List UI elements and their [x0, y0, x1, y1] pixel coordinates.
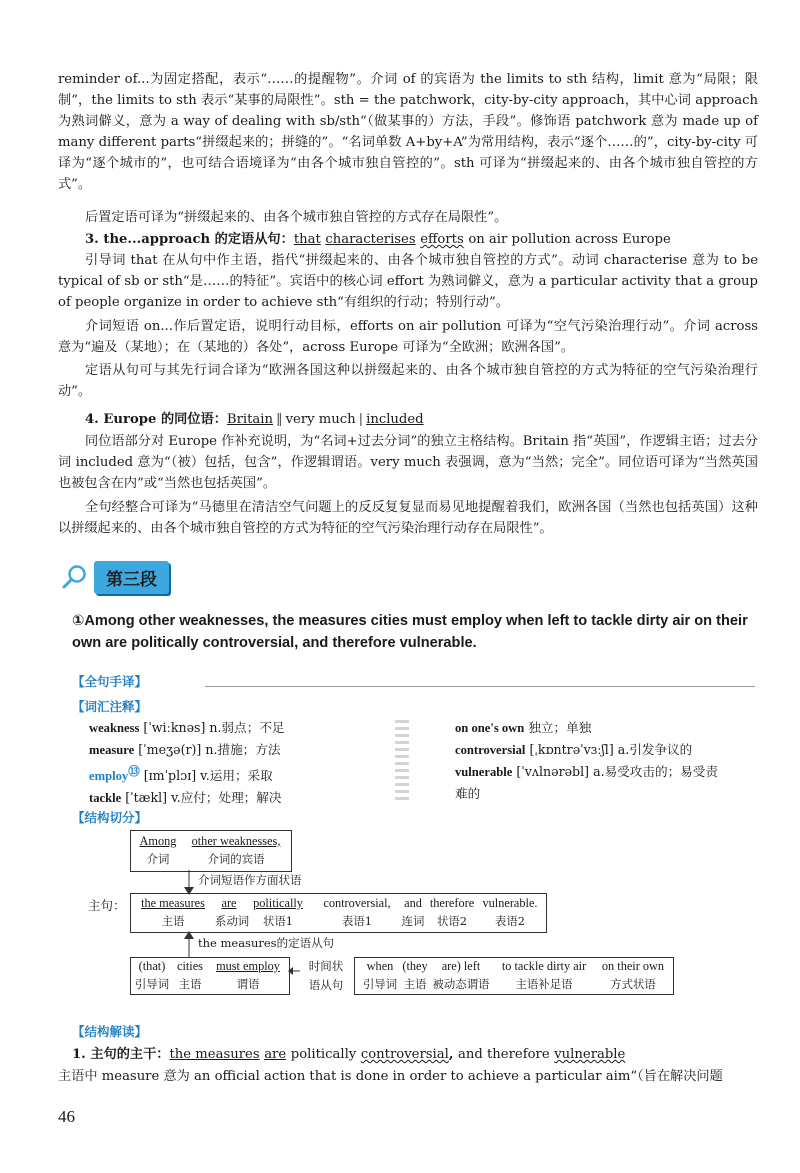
arrow1-label: 介词短语作方面状语 [198, 873, 302, 887]
label-translation: 【全句手译】 [72, 674, 148, 689]
main-clause-label: 主句： [88, 898, 126, 913]
vocab-item: controversial [ˌkɒntrəˈvɜːʃl] a.引发争议的 [455, 742, 693, 757]
para-appositive: 同位语部分对 Europe 作补充说明，为“名词+过去分词”的独立主格结构。Britain 指“英国”，作逻辑主语；过去分词 included 意为“（被）包括，包含”，作逻辑谓语。very much 表强调，意为“当然；完全”。同位语可译为“当然英国也被包含在内”或“当然也包括英国”。 [58, 434, 758, 491]
vocab-item: 难的 [455, 786, 481, 801]
para-that-clause: 引导词 that 在从句中作主语，指代“拼缀起来的、由各个城市独自管控的方式”。动词 characterise 意为 to be typical of sb or sth“是……的特征”。宾语中的核心词 effort 为熟词僻义，意为 a particular activity that a group of people organize in order to achieve sth“有组织的行动；特别行动”。 [58, 253, 758, 310]
para-combined: 定语从句可与其先行词合译为“欧洲各国这种以拼缀起来的、由各个城市独自管控的方式为特征的空气污染治理行动”。 [58, 363, 758, 399]
para-on-phrase: 介词短语 on...作后置定语，说明行动目标，efforts on air pollution 可译为“空气污染治理行动”。介词 across 意为“遍及（某地）；在（某地的）各处”，across Europe 可译为“全欧洲；欧洲各国”。 [58, 319, 758, 355]
label-structure: 【结构切分】 [72, 810, 148, 825]
translation-blank[interactable] [205, 686, 755, 687]
vocab-item: employ⑬ [ɪmˈplɔɪ] v.运用；采取 [89, 764, 273, 784]
diagram-top-box: Among 介词 other weaknesses, 介词的宾语 [130, 830, 292, 872]
arrow-up-icon [182, 931, 196, 957]
arrow2-label: the measures的定语从句 [198, 936, 335, 950]
para-reminder: reminder of...为固定搭配，表示“……的提醒物”。介词 of 的宾语为 the limits to sth 结构，limit 意为“局限；限制”，the limits to sth 表示“某事的局限性”。sth = the patchwork，city-by-city approach，其中心词 approach 为熟词僻义，意为 a way of dealing with sb/sth“（做某事的）方法，手段”。修饰语 patchwork 意为 made up of many different parts“拼缀起来的；拼缝的”。“名词单数 A+by+A”为常用结构，表示“逐个……的”，city-by-city 可译为“逐个城市的”，也可结合语境译为“由各个城市独自管控的”。sth 可译为“拼缀起来的、由各个城市独自管控的方式”。 [58, 72, 758, 192]
para-full-translation: 全句经整合可译为“马德里在清洁空气问题上的反反复复显而易见地提醒着我们，欧洲各国（当然也包括英国）这种以拼缀起来的、由各个城市独自管控的方式为特征的空气污染治理行动存在局限性”。 [58, 500, 758, 536]
label-analysis: 【结构解读】 [72, 1024, 148, 1039]
heading-4: 4. Europe 的同位语：Britain ‖ very much | included [85, 412, 424, 427]
vocab-right [455, 717, 755, 804]
vocab-item: measure [ˈmeʒə(r)] n.措施；方法 [89, 742, 281, 757]
analysis-paragraph: 主语中 measure 意为 an official action that is done in order to achieve a particular aim“（旨在解决问题 [58, 1069, 723, 1084]
diagram-main-box: the measures 主语 are 系动词 politically 状语1 controversial, 表语1 and 连词 therefore 状语2 vulnerable. 表语2 [130, 893, 547, 933]
vocab-left [89, 717, 389, 809]
target-sentence: ①Among other weaknesses, the measures cities must employ when left to tackle dirty air on their own are politically controversial, and therefore vulnerable. [72, 613, 748, 651]
label-vocab: 【词汇注释】 [72, 699, 148, 714]
analysis-heading: 1. 主句的主干：the measures are politically controversial, and therefore vulnerable [72, 1047, 626, 1062]
page-number: 46 [58, 1107, 75, 1126]
diagram-adv-box: when 引导词 (they 主语 are) left 被动态谓语 to tackle dirty air 主语补足语 on their own 方式状语 [354, 957, 674, 995]
column-divider [395, 720, 409, 802]
heading-3: 3. the...approach 的定语从句：that characterises efforts on air pollution across Europe [85, 232, 671, 247]
magnifier-icon [62, 564, 88, 590]
vocab-item: weakness [ˈwiːknəs] n.弱点；不足 [89, 720, 285, 735]
section-badge [62, 560, 169, 594]
section-title: 第三段 [94, 561, 169, 594]
link-arrow-icon [288, 966, 300, 976]
diagram-rel-box: (that) 引导词 cities 主语 must employ 谓语 [130, 957, 290, 995]
vocab-item: tackle [ˈtækl] v.应付；处理；解决 [89, 790, 282, 806]
para-postmodifier: 后置定语可译为“拼缀起来的、由各个城市独自管控的方式存在局限性”。 [85, 210, 508, 225]
vocab-item: vulnerable [ˈvʌlnərəbl] a.易受攻击的；易受责 [455, 764, 718, 779]
adverbial-clause-label: 时间状 语从句 [308, 959, 344, 992]
vocab-item: on one's own 独立；单独 [455, 720, 592, 735]
